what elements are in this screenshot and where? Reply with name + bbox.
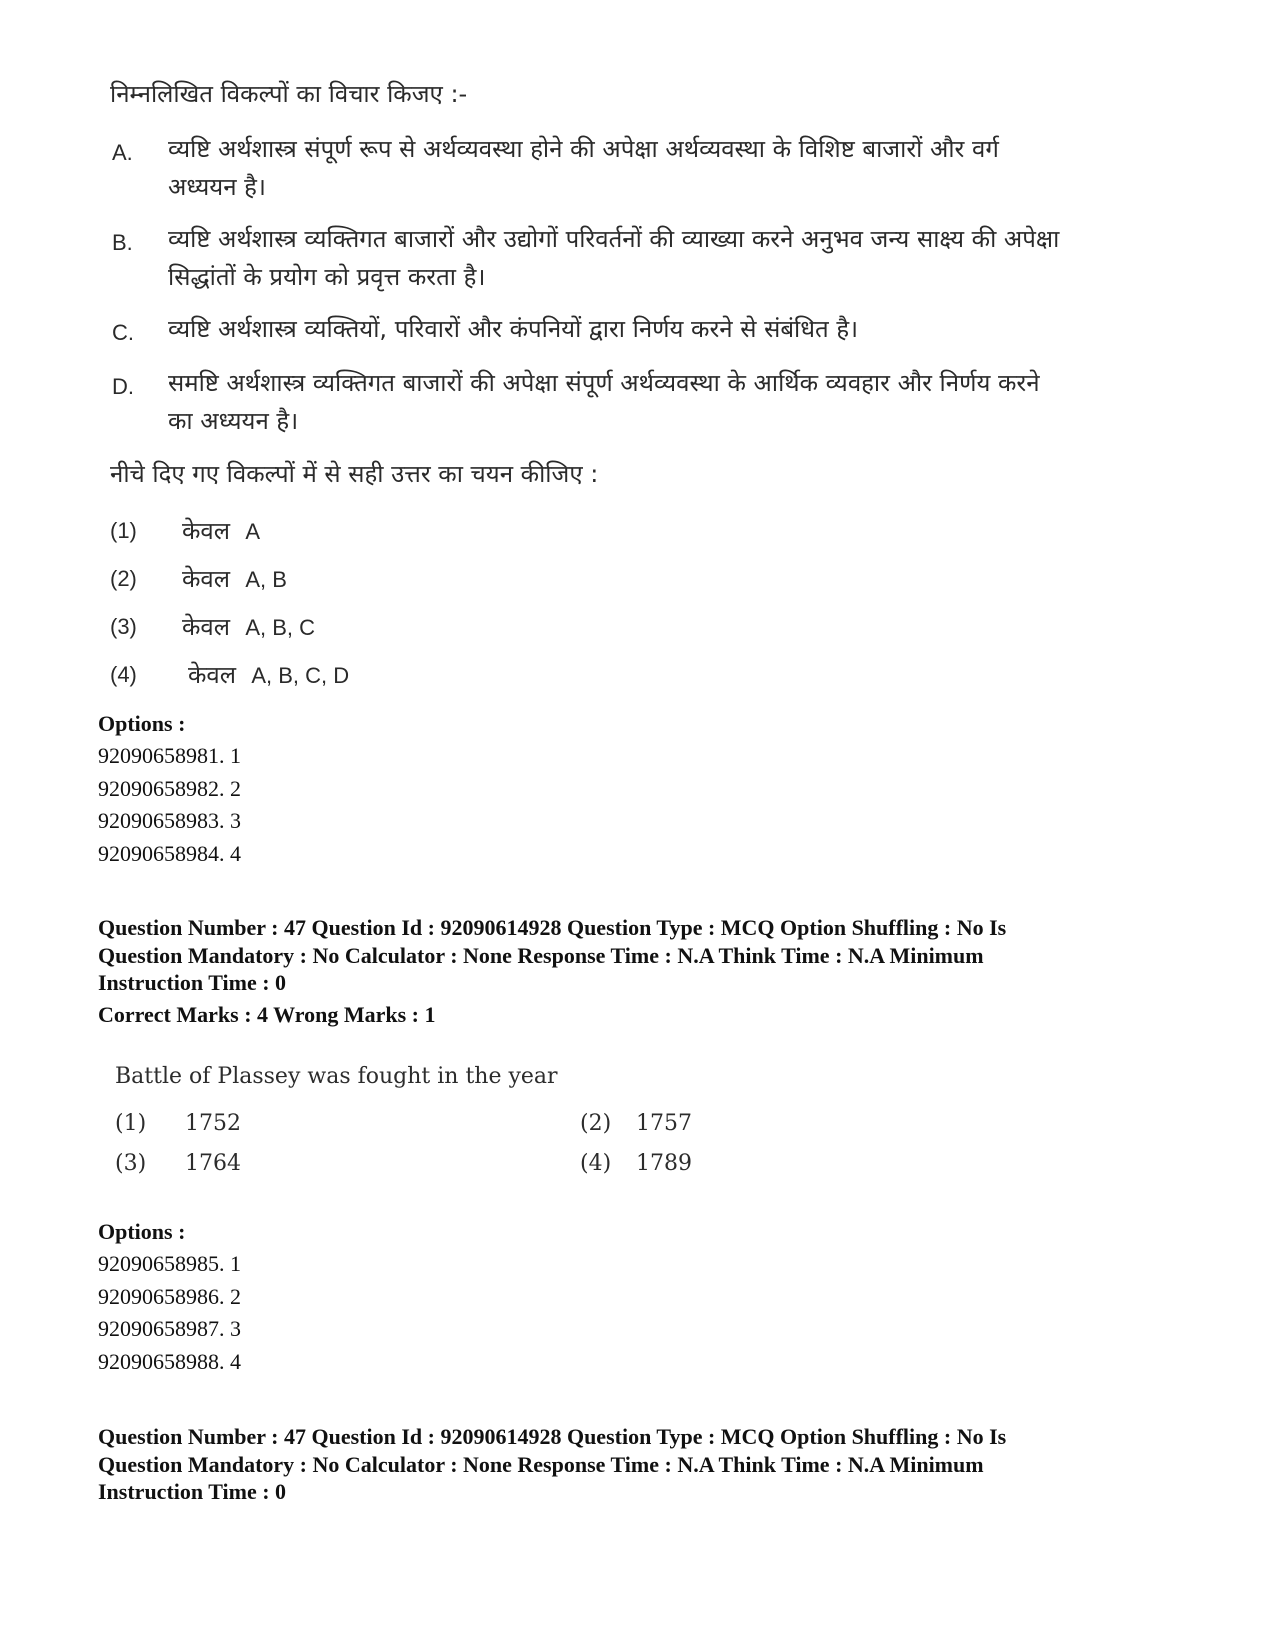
choice-3	[115, 1148, 580, 1180]
statement-letter: C.	[112, 320, 134, 345]
option-item: 92090658985. 1	[98, 1251, 241, 1276]
choice-4	[580, 1148, 780, 1180]
choice-3	[110, 604, 1170, 652]
choice-number: (2)	[110, 566, 137, 591]
statement-letter: A.	[112, 140, 133, 165]
choice-number: (3)	[115, 1151, 147, 1176]
choice-number: (4)	[110, 662, 137, 687]
options-block-q47	[98, 1216, 1178, 1378]
options-heading: Options :	[98, 1219, 186, 1244]
option-item: 92090658987. 3	[98, 1316, 241, 1341]
meta-line: Question Mandatory : No Calculator : None Response Time : N.A Think Time : N.A Minimum	[98, 1451, 984, 1477]
choice-letters: A, B, C	[245, 615, 316, 640]
answer-prompt: नीचे दिए गए विकल्पों में से सही उत्तर का चयन कीजिए :	[110, 460, 599, 488]
statement-line: व्यष्टि अर्थशास्त्र व्यक्तियों, परिवारों और कंपनियों द्वारा निर्णय करने से संबंधित है।	[168, 315, 859, 343]
choice-number: (1)	[110, 518, 137, 543]
hindi-question-image	[110, 76, 1170, 700]
statement-letter: B.	[112, 230, 133, 255]
statement-line: समष्टि अर्थशास्त्र व्यक्तिगत बाजारों की अपेक्षा संपूर्ण अर्थव्यवस्था के आर्थिक व्यवहार और निर्णय करने	[168, 369, 1040, 397]
choice-number: (3)	[110, 614, 137, 639]
choice-1	[110, 508, 1170, 556]
statement-line: व्यष्टि अर्थशास्त्र संपूर्ण रूप से अर्थव्यवस्था होने की अपेक्षा अर्थव्यवस्था के विशिष्ट बाजारों और वर्ग	[168, 135, 999, 163]
choice-word: केवल	[182, 613, 231, 641]
statement-d	[110, 364, 1170, 440]
choice-number: (2)	[580, 1111, 612, 1136]
statement-letter: D.	[112, 374, 134, 399]
statement-a	[110, 130, 1170, 206]
statement-line: सिद्धांतों के प्रयोग को प्रवृत्त करता है।	[168, 263, 486, 291]
choice-value: 1789	[636, 1151, 692, 1176]
option-item: 92090658984. 4	[98, 840, 241, 866]
choice-value: 1757	[636, 1111, 692, 1136]
meta-line: Question Number : 47 Question Id : 92090614928 Question Type : MCQ Option Shuffling : No Is	[98, 915, 1007, 940]
question-meta-next	[98, 1423, 1178, 1506]
meta-line: Instruction Time : 0	[98, 970, 287, 995]
statement-c	[110, 310, 1170, 348]
choice-value: 1764	[185, 1151, 241, 1176]
meta-line: Instruction Time : 0	[98, 1479, 287, 1504]
statement-line: व्यष्टि अर्थशास्त्र व्यक्तिगत बाजारों और उद्योगों परिवर्तनों की व्याख्या करने अनुभव जन्य साक्ष्य की अपेक्षा	[168, 225, 1060, 253]
option-item: 92090658986. 2	[98, 1283, 241, 1309]
option-item: 92090658982. 2	[98, 775, 241, 801]
question-text: Battle of Plassey was fought in the year	[115, 1064, 558, 1089]
choice-number: (4)	[580, 1151, 612, 1176]
choice-number: (1)	[115, 1111, 147, 1136]
option-item: 92090658981. 1	[98, 743, 241, 768]
marks-line: Correct Marks : 4 Wrong Marks : 1	[98, 1001, 436, 1027]
choice-grid	[115, 1108, 815, 1180]
choice-letters: A	[245, 519, 261, 544]
choice-word: केवल	[182, 565, 231, 593]
choice-1	[115, 1108, 580, 1140]
option-item: 92090658983. 3	[98, 808, 241, 833]
options-block-q46	[98, 708, 1178, 870]
english-question-image	[115, 1060, 815, 1180]
option-item: 92090658988. 4	[98, 1348, 241, 1374]
choice-2	[580, 1108, 780, 1140]
choice-letters: A, B	[245, 567, 287, 592]
choice-word: केवल	[188, 661, 237, 689]
question-meta-q47	[98, 914, 1178, 1028]
choice-letters: A, B, C, D	[251, 663, 350, 688]
meta-line: Question Mandatory : No Calculator : None Response Time : N.A Think Time : N.A Minimum	[98, 942, 984, 968]
choice-word: केवल	[182, 517, 231, 545]
statement-b	[110, 220, 1170, 296]
statement-line: का अध्ययन है।	[168, 407, 299, 435]
question-intro: निम्नलिखित विकल्पों का विचार किजए :-	[110, 80, 468, 108]
choice-4	[110, 652, 1170, 700]
choice-2	[110, 556, 1170, 604]
meta-line: Question Number : 47 Question Id : 92090614928 Question Type : MCQ Option Shuffling : No Is	[98, 1424, 1007, 1449]
options-heading: Options :	[98, 711, 186, 736]
choice-value: 1752	[185, 1111, 241, 1136]
statement-line: अध्ययन है।	[168, 173, 266, 201]
